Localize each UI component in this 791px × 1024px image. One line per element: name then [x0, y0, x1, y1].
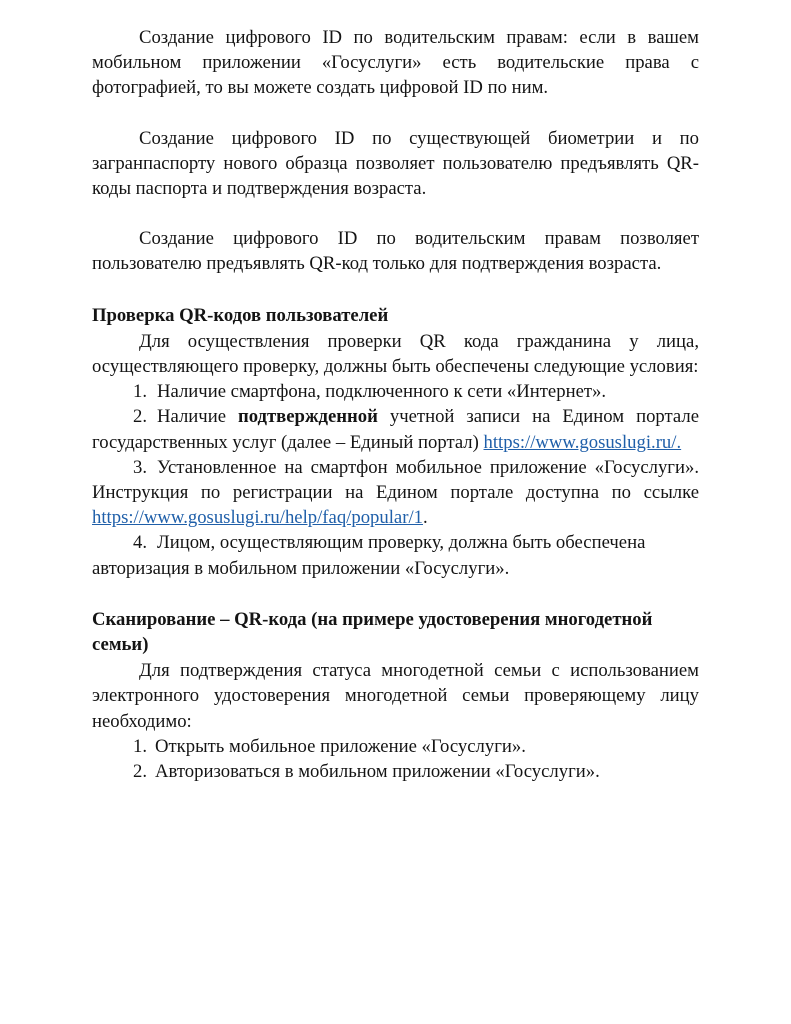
- list-item: [92, 455, 699, 531]
- paragraph-verification-conditions: Для осуществления проверки QR кода гражданина у лица, осуществляющего проверку, должны быть обеспечены следующие условия:: [92, 330, 699, 378]
- list-item: [92, 379, 699, 404]
- list-item-text-before-link: Установленное на смартфон мобильное приложение «Госуслуги». Инструкция по регистрации на Едином портале доступна по ссылке: [92, 456, 699, 504]
- list-item: [92, 759, 699, 784]
- list-item-number: 1.: [133, 735, 148, 757]
- list-item-bold-emphasis: подтвержденной: [237, 406, 378, 428]
- paragraph-spacer: [92, 201, 699, 226]
- list-item: [92, 734, 699, 759]
- list-item-number: 1.: [133, 381, 148, 403]
- heading-spacer: [92, 581, 699, 607]
- heading-qr-scanning: Сканирование – QR-кода (на примере удостоверения многодетной семьи): [92, 608, 653, 656]
- list-item-number: 2.: [133, 761, 148, 783]
- list-item-text: Авторизоваться в мобильном приложении «Госуслуги».: [155, 761, 600, 783]
- list-item-text-before-bold: Наличие: [157, 406, 238, 428]
- paragraph-digital-id-age-confirmation: Создание цифрового ID по водительским правам позволяет пользователю предъявлять QR-код только для подтверждения возраста.: [92, 228, 699, 275]
- list-item: [92, 530, 699, 580]
- list-item-text-after-link: .: [422, 507, 428, 529]
- gosuslugi-portal-link[interactable]: https://www.gosuslugi.ru/.: [483, 431, 682, 453]
- paragraph-spacer: [92, 101, 699, 126]
- heading-qr-verification: Проверка QR-кодов пользователей: [92, 304, 389, 326]
- verification-conditions-list: [92, 379, 699, 581]
- list-item-number: 4.: [133, 532, 148, 554]
- scanning-steps-list: [92, 734, 699, 784]
- document-body: [92, 25, 699, 784]
- paragraph-large-family-status: Для подтверждения статуса многодетной семьи с использованием электронного удостоверения многодетной семьи проверяющему лицу необходимо:: [92, 660, 699, 732]
- list-item-text: Лицом, осуществляющим проверку, должна быть обеспечена авторизация в мобильном приложении «Госуслуги».: [92, 532, 646, 579]
- paragraph-digital-id-driver-license: Создание цифрового ID по водительским правам: если в вашем мобильном приложении «Госуслуги» есть водительские права с фотографией, то вы можете создать цифровой ID по ним.: [92, 27, 699, 99]
- paragraph-digital-id-biometry: Создание цифрового ID по существующей биометрии и по загранпаспорту нового образца позволяет пользователю предъявлять QR-коды паспорта и подтверждения возраста.: [92, 127, 699, 200]
- list-item-text: Открыть мобильное приложение «Госуслуги».: [155, 735, 526, 757]
- list-item-number: 3.: [133, 456, 148, 478]
- heading-spacer: [92, 277, 699, 303]
- list-item-text: Наличие смартфона, подключенного к сети «Интернет».: [157, 381, 607, 403]
- list-item-text-after-bold: учетной записи на Едином портале государственных услуг (далее – Единый портал): [92, 406, 699, 453]
- gosuslugi-faq-link[interactable]: https://www.gosuslugi.ru/help/faq/popular/1: [92, 507, 423, 529]
- list-item: [92, 404, 699, 454]
- list-item-number: 2.: [133, 406, 148, 428]
